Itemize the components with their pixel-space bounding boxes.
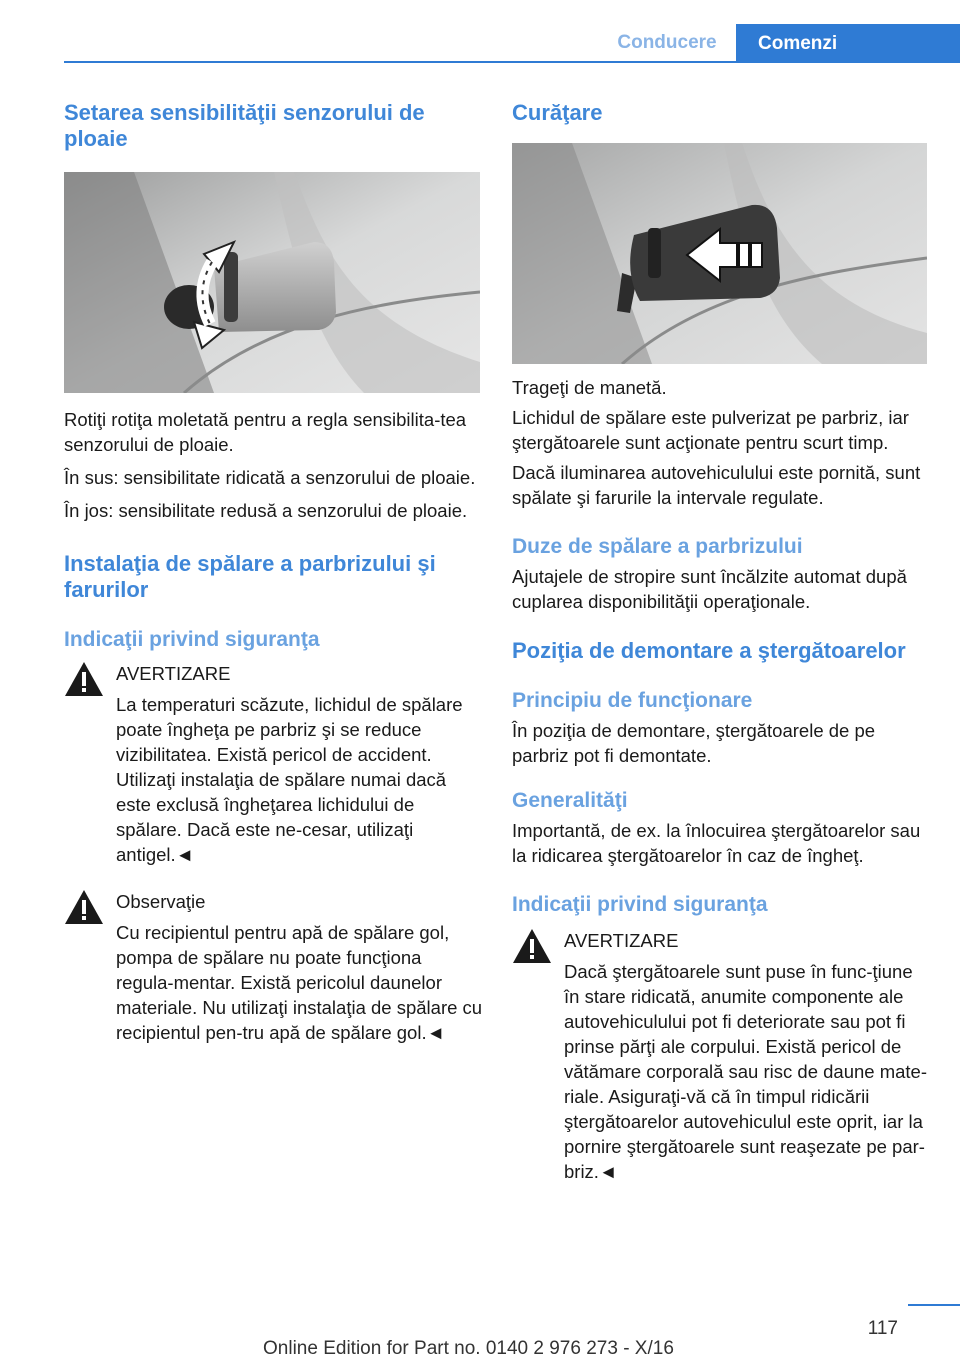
paragraph-nozzles-heated: Ajutajele de stropire sunt încălzite automat după cuplarea disponibilităţii operaţionale. [512,566,907,612]
paragraph-general-importance: Importantă, de ex. la înlocuirea ştergătoarelor sau la ridicarea ştergătoarelor în caz de îngheţ. [512,820,921,866]
heading-general: Generalităţi [512,789,628,812]
wiper-stalk-pull-photo [512,143,927,364]
heading-principle: Principiu de funcţionare [512,689,753,712]
notice-empty-reservoir [64,889,484,1045]
paragraph-pull-lever: Trageţi de manetă. [512,377,667,398]
thumbwheel-illustration [64,172,480,393]
heading-washer-system: Instalaţia de spălare a parbrizului şi farurilor [64,551,436,602]
heading-safety-notes-right: Indicaţii privind siguranţa [512,893,768,916]
paragraph-rotate-wheel: Rotiţi rotiţa moletată pentru a regla sensibilita-tea senzorului de ploaie. [64,409,467,455]
notice-empty-reservoir-text: Cu recipientul pentru apă de spălare gol, pompa de spălare nu poate funcţiona regula-mentar. Există pericolul daunelor materiale. Nu utilizaţi instalaţia de spălare cu recipientul pen-tru apă de spălare gol.◄ [116,922,483,1043]
heading-wiper-removal-position: Poziţia de demontare a ştergătoarelor [512,638,906,663]
warning-wipers-raised-title: AVERTIZARE [564,930,679,951]
tab-conducere[interactable]: Conducere [617,32,717,53]
tab-comenzi[interactable]: Comenzi [736,24,960,63]
right-column [512,100,930,1184]
warning-frost-text: La temperaturi scăzute, lichidul de spălare poate îngheţa pe parbriz şi se reduce vizibilitatea. Există pericol de accident. Utilizaţi instalaţia de spălare numai dacă este exclusă îngheţarea lichidului de spălare. Dacă este ne-cesar, utilizaţi antigel.◄ [116,694,463,865]
online-edition-note: Online Edition for Part no. 0140 2 976 273 - X/16 [263,1338,674,1359]
left-column [64,100,484,1045]
heading-safety-notes-left: Indicaţii privind siguranţa [64,628,320,651]
heading-cleaning: Curăţare [512,100,603,125]
heading-rain-sensor-sensitivity: Setarea sensibilităţii senzorului de ploaie [64,100,425,151]
paragraph-down-sensitivity: În jos: sensibilitate redusă a senzorului de ploaie. [64,500,468,521]
warning-wipers-raised [512,928,930,1184]
footer-rule [908,1304,960,1306]
warning-triangle-icon [512,928,552,964]
page-number: 117 [867,1318,898,1339]
notice-empty-reservoir-title: Observaţie [116,891,206,912]
notice-triangle-icon [64,889,104,925]
warning-triangle-icon [64,661,104,697]
header-rule [64,61,960,63]
paragraph-removal-position: În poziţia de demontare, ştergătoarele de pe parbriz pot fi demontate. [512,720,876,766]
warning-frost-title: AVERTIZARE [116,663,231,684]
paragraph-up-sensitivity: În sus: sensibilitate ridicată a senzorului de ploaie. [64,467,476,488]
paragraph-fluid-sprayed: Lichidul de spălare este pulverizat pe parbriz, iar ştergătoarele sunt acţionate pentru scurt timp. [512,407,909,453]
heading-washer-nozzles: Duze de spălare a parbrizului [512,535,803,558]
paragraph-headlights-washed: Dacă iluminarea autovehiculului este pornită, sunt spălate şi farurile la intervale regulate. [512,462,921,508]
stalk-pull-illustration [512,143,927,364]
warning-frost [64,661,484,867]
warning-wipers-raised-text: Dacă ştergătoarele sunt puse în func-ţiune în stare ridicată, anumite componente ale autovehiculului pot fi deteriorate sau pot fi prinse părţi ale corpului. Există pericol de vătămare corporală sau risc de daune mate-riale. Asiguraţi-vă că în timpul ridicării ştergătoarelor autovehiculul este oprit, iar la pornire ştergătoarele sunt reaşezate pe par-briz.◄ [564,961,927,1182]
rain-sensor-thumbwheel-photo [64,172,480,393]
